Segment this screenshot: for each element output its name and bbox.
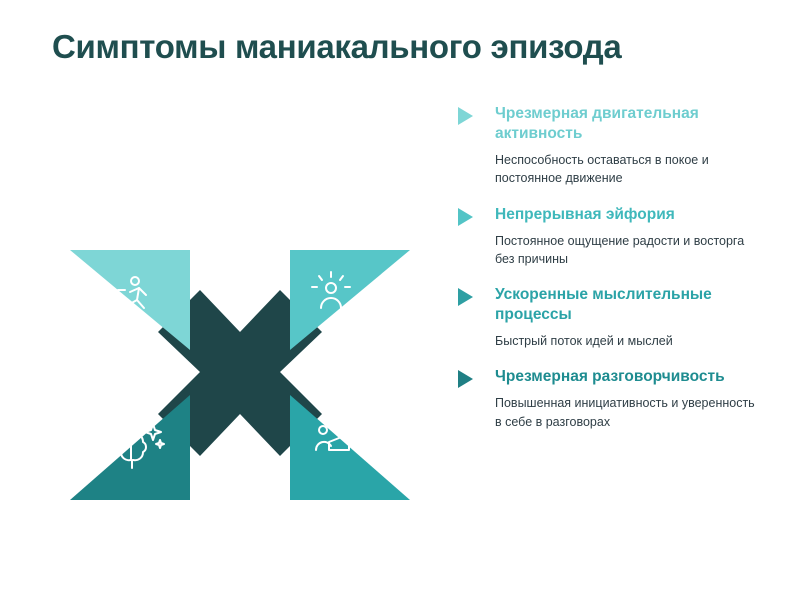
list-item-description: Неспособность оставаться в покое и постоянное движение (495, 153, 709, 186)
list-item-description: Быстрый поток идей и мыслей (495, 334, 673, 349)
page-title: Симптомы маниакального эпизода (52, 28, 622, 65)
list-item-title: Чрезмерная разговорчивость (495, 368, 725, 386)
list-item (458, 104, 758, 188)
triangle-bottom-left (70, 395, 190, 500)
list-item (458, 367, 758, 430)
list-item-title: Чрезмерная двигательная активность (495, 105, 699, 143)
arrow-marker-icon (458, 288, 473, 306)
list-item-description: Повышенная инициативность и уверенность в себе в разговорах (495, 396, 755, 429)
four-triangle-cross-diagram (40, 150, 440, 570)
list-item-title: Ускоренные мыслительные процессы (495, 285, 712, 324)
triangle-top-left (70, 250, 190, 350)
list-item (458, 205, 758, 268)
arrow-marker-icon (458, 107, 473, 125)
list-item-title: Непрерывная эйфория (495, 205, 675, 223)
arrow-marker-icon (458, 208, 473, 226)
symptom-list (458, 104, 758, 448)
triangle-bottom-right (290, 395, 410, 500)
list-item (458, 285, 758, 350)
list-item-description: Постоянное ощущение радости и восторга без причины (495, 233, 745, 266)
triangle-top-right (290, 250, 410, 350)
arrow-marker-icon (458, 370, 473, 388)
